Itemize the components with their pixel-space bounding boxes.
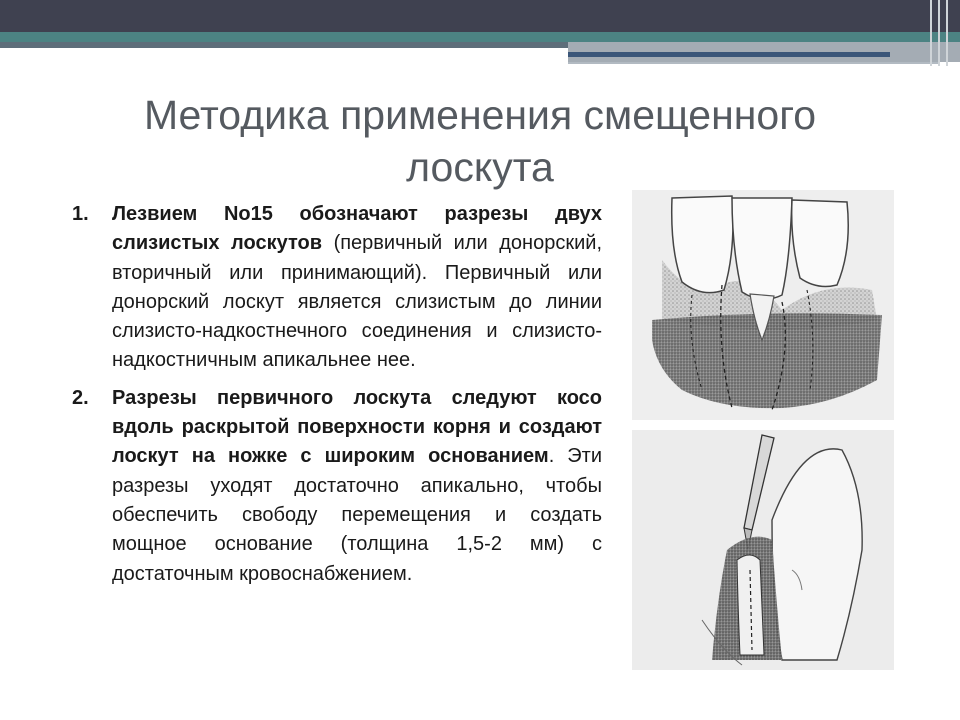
item-bold-text: Лезвием No15 обозначают разрезы двух слизистых лоскутов [112,203,602,255]
header-vline [930,0,932,66]
list-item [72,200,602,376]
header-bar-dark [0,0,960,32]
item-number: 1. [72,203,89,225]
header-vline [946,0,948,66]
dental-drawing-svg [632,190,894,670]
header-bar-thin [568,62,940,64]
header-bar-navy [568,52,890,57]
item-text: . Эти разрезы уходят достаточно апикально, чтобы обеспечить свободу перемещения и создать мощное основание (толщина 1,5-2 мм) с достаточным кровоснабжением. [112,445,603,585]
tooth-right [792,200,849,286]
slide-title [60,89,900,193]
list-item [72,384,602,589]
item-text: (первичный или донорский, вторичный или принимающий). Первичный или донорский лоскут является слизистым до линии слизисто-надкостнечного соединения и слизисто-надкостничным апикальнее нее. [112,232,602,372]
tooth-left [672,196,733,293]
dental-illustration [632,190,894,670]
steps-list [72,200,602,597]
item-bold-text: Разрезы первичного лоскута следуют косо вдоль раскрытой поверхности корня и создают лоскут на ножке с широким основанием [112,386,602,468]
header-bar-gray-left [0,42,568,48]
header-vline [938,0,940,66]
header-bar-teal [0,32,960,42]
tooth-center [732,198,792,299]
slide-title-line1: Методика применения смещенного [143,92,817,139]
slide-title-line2: лоскута [406,144,554,191]
item-number: 2. [72,386,89,409]
